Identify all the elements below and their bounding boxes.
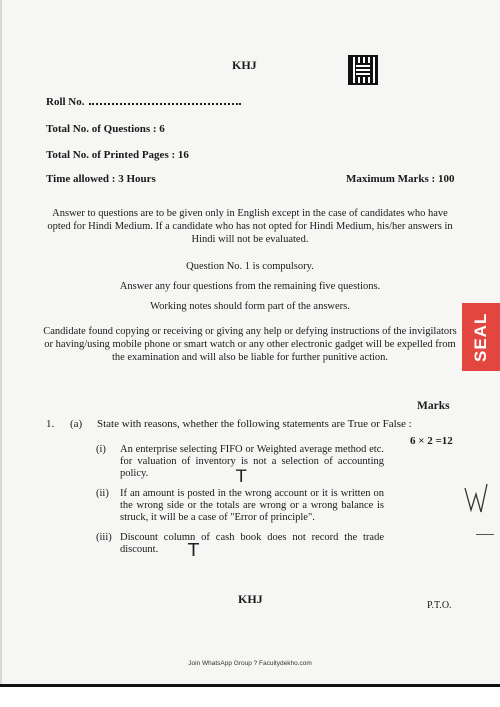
- bottom-rule: [0, 684, 500, 687]
- footer-paper-code: KHJ: [238, 592, 263, 606]
- item-text: An enterprise selecting FIFO or Weighted average method etc. for valuation of inventory is not a selection of accounting policy.: [120, 444, 384, 479]
- total-questions: Total No. of Questions : 6: [46, 123, 165, 135]
- item-text: Discount column of cash book does not record the trade discount.: [120, 532, 384, 555]
- pto-label: P.T.O.: [427, 600, 452, 611]
- time-allowed: Time allowed : 3 Hours: [46, 173, 156, 185]
- paper-code: KHJ: [232, 58, 257, 72]
- question-marks: 6 × 2 =12: [410, 435, 453, 447]
- roll-no-label: Roll No.: [46, 96, 85, 108]
- roll-no-dotted-line: [89, 103, 241, 105]
- item-text: If an amount is posted in the wrong account or it is written on the wrong side or the totals are wrong or a wrong balance is struck, it will be a case of "Error of principle".: [120, 488, 384, 523]
- question-number: 1.: [46, 418, 55, 430]
- item-number: (iii): [96, 532, 112, 543]
- instruction-malpractice: Candidate found copying or receiving or giving any help or defying instructions of the invigilators or having/using mobile phone or smart watch or any other electronic gadget will be expelled from the examination and will also be liable for further punitive action.: [43, 326, 457, 363]
- instruction-working-notes: Working notes should form part of the answers.: [150, 301, 350, 312]
- seal-stamp: SEAL: [462, 303, 500, 371]
- maximum-marks: Maximum Marks : 100: [346, 173, 455, 185]
- handwritten-tick-icon: [462, 482, 490, 522]
- qr-code-icon: [350, 57, 376, 83]
- question-part: (a): [70, 418, 83, 430]
- whatsapp-footer: Join WhatsApp Group ? Facultydekho.com: [188, 660, 312, 667]
- instruction-medium: Answer to questions are to be given only in English except in the case of candidates who have opted for Hindi Medium. If a candidate who has not opted for Hindi Medium, his/her answers in Hindi will not be evaluated.: [47, 208, 453, 245]
- instruction-any-four: Answer any four questions from the remaining five questions.: [119, 281, 381, 292]
- handwritten-answer: T: [188, 540, 199, 561]
- marks-heading: Marks: [417, 400, 450, 412]
- margin-mark: [476, 534, 494, 535]
- item-number: (ii): [96, 488, 109, 499]
- instruction-compulsory: Question No. 1 is compulsory.: [186, 261, 314, 272]
- total-pages: Total No. of Printed Pages : 16: [46, 149, 189, 161]
- page-margin: [0, 0, 2, 685]
- question-statement: State with reasons, whether the following statements are True or False :: [97, 418, 412, 430]
- handwritten-answer: T: [236, 467, 247, 487]
- roll-no-field: [46, 96, 241, 108]
- item-number: (i): [96, 444, 106, 455]
